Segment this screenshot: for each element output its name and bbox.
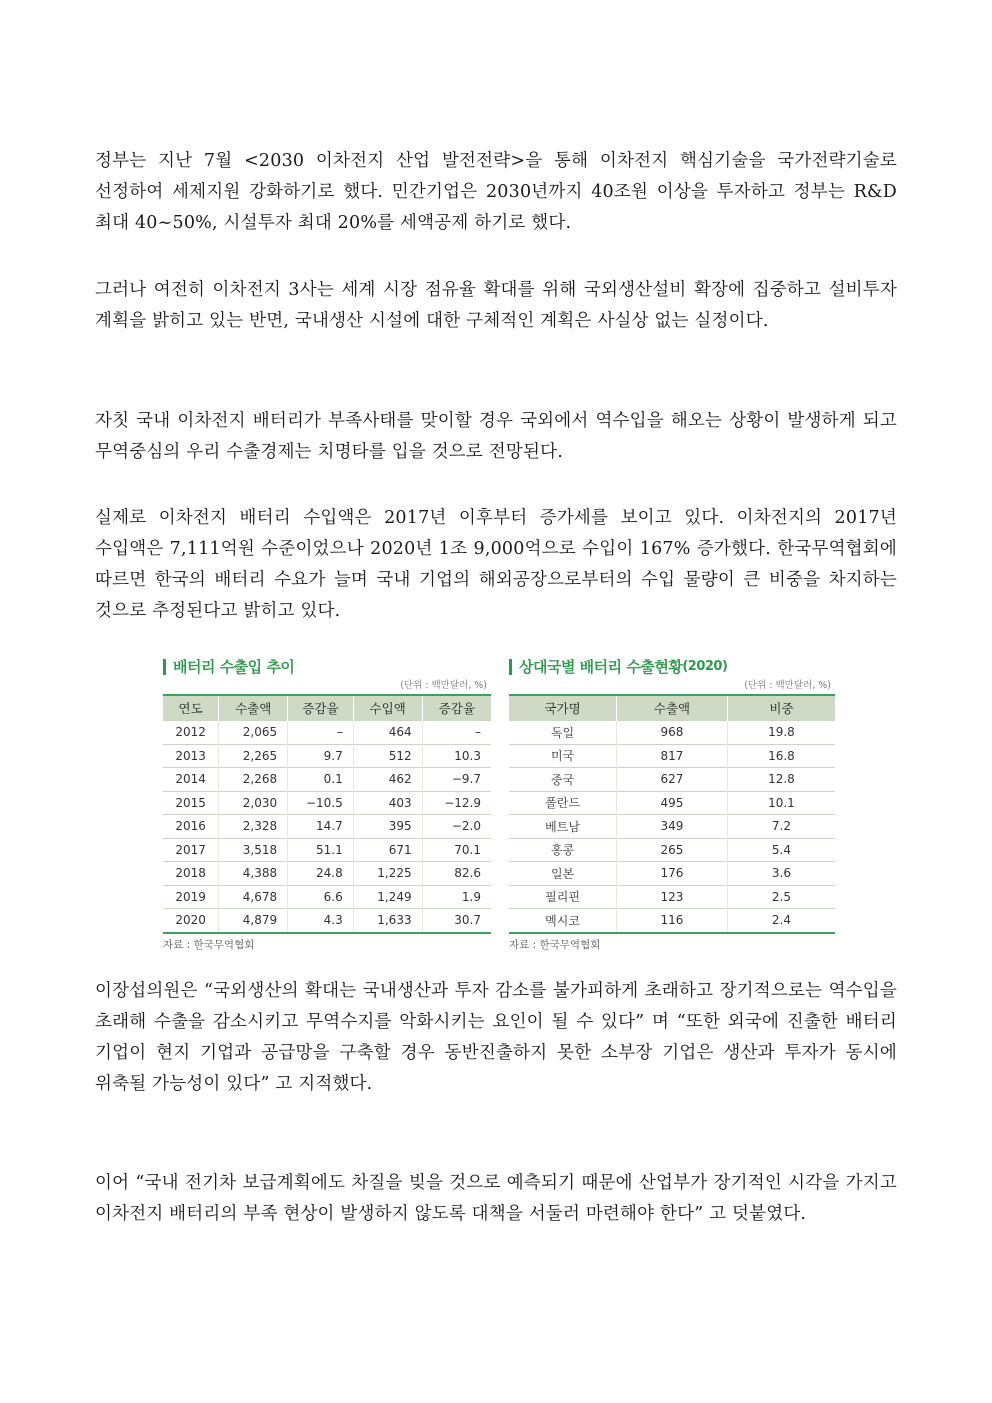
country-table-row bbox=[509, 862, 835, 886]
header-export: 수출액 bbox=[617, 695, 728, 721]
table-cell: 349 bbox=[617, 815, 728, 839]
trend-table-title bbox=[163, 656, 491, 678]
table-cell: 2,265 bbox=[219, 744, 288, 768]
table-cell: 0.1 bbox=[288, 768, 354, 792]
country-table-header-row bbox=[509, 695, 835, 721]
table-cell: 462 bbox=[353, 768, 422, 792]
table-cell: 2019 bbox=[163, 885, 219, 909]
table-cell: 폴란드 bbox=[509, 791, 617, 815]
table-cell: 2012 bbox=[163, 721, 219, 745]
paragraph-risk: 자칫 국내 이차전지 배터리가 부족사태를 맞이할 경우 국외에서 역수입을 해오는 상황이 발생하게 되고 무역중심의 우리 수출경제는 치명타를 입을 것으로 전망된다. bbox=[95, 411, 897, 462]
table-cell: 265 bbox=[617, 838, 728, 862]
table-cell: 멕시코 bbox=[509, 909, 617, 933]
header-year: 연도 bbox=[163, 695, 219, 721]
table-cell: 70.1 bbox=[422, 838, 491, 862]
table-cell: 중국 bbox=[509, 768, 617, 792]
table-cell: 4.3 bbox=[288, 909, 354, 933]
table-cell: 7.2 bbox=[727, 815, 835, 839]
table-cell: 5.4 bbox=[727, 838, 835, 862]
table-cell: 2018 bbox=[163, 862, 219, 886]
header-country: 국가명 bbox=[509, 695, 617, 721]
table-cell: 10.1 bbox=[727, 791, 835, 815]
country-table-row bbox=[509, 838, 835, 862]
battery-tables-figure bbox=[163, 656, 835, 956]
table-cell: 독일 bbox=[509, 721, 617, 745]
header-import: 수입액 bbox=[353, 695, 422, 721]
table-cell: 627 bbox=[617, 768, 728, 792]
header-export-rate: 증감율 bbox=[288, 695, 354, 721]
table-cell: 3,518 bbox=[219, 838, 288, 862]
title-bar-marker bbox=[163, 659, 166, 675]
table-cell: 671 bbox=[353, 838, 422, 862]
table-cell: 4,879 bbox=[219, 909, 288, 933]
trend-table-block bbox=[163, 656, 491, 952]
table-cell: 123 bbox=[617, 885, 728, 909]
country-table-title-suffix: (2020) bbox=[682, 659, 728, 674]
country-table-source: 자료 : 한국무역협회 bbox=[509, 938, 601, 951]
country-table-row bbox=[509, 744, 835, 768]
table-cell: 14.7 bbox=[288, 815, 354, 839]
table-cell: 2.5 bbox=[727, 885, 835, 909]
table-cell: 2016 bbox=[163, 815, 219, 839]
table-cell: 2,328 bbox=[219, 815, 288, 839]
table-cell: 2,065 bbox=[219, 721, 288, 745]
table-cell: 일본 bbox=[509, 862, 617, 886]
table-cell: 1,249 bbox=[353, 885, 422, 909]
table-cell: 512 bbox=[353, 744, 422, 768]
trend-table-row bbox=[163, 909, 491, 933]
table-cell: – bbox=[288, 721, 354, 745]
country-table-row bbox=[509, 815, 835, 839]
country-table-row bbox=[509, 885, 835, 909]
country-table-row bbox=[509, 791, 835, 815]
header-export: 수출액 bbox=[219, 695, 288, 721]
table-cell: 필리핀 bbox=[509, 885, 617, 909]
country-table-row bbox=[509, 768, 835, 792]
trend-table-row bbox=[163, 815, 491, 839]
table-cell: – bbox=[422, 721, 491, 745]
table-cell: −9.7 bbox=[422, 768, 491, 792]
country-table-title bbox=[509, 656, 835, 678]
country-table-unit: (단위 : 백만달러, %) bbox=[744, 680, 831, 691]
paragraph-strategy: 정부는 지난 7월 <2030 이차전지 산업 발전전략>을 통해 이차전지 핵심기술을 국가전략기술로 선정하여 세제지원 강화하기로 했다. 민간기업은 2030년까지 40조원 이상을 투자하고 정부는 R&D 최대 40~50%, 시설투자 최대 20%를 세액공제 하기로 했다. bbox=[95, 151, 897, 233]
country-table-title-text: 상대국별 배터리 수출현황 bbox=[519, 658, 683, 676]
table-cell: 1.9 bbox=[422, 885, 491, 909]
table-cell: 82.6 bbox=[422, 862, 491, 886]
table-cell: 30.7 bbox=[422, 909, 491, 933]
table-cell: 10.3 bbox=[422, 744, 491, 768]
table-cell: 51.1 bbox=[288, 838, 354, 862]
trend-table-title-text: 배터리 수출입 추이 bbox=[173, 658, 295, 676]
table-cell: 4,678 bbox=[219, 885, 288, 909]
table-cell: −12.9 bbox=[422, 791, 491, 815]
table-cell: −2.0 bbox=[422, 815, 491, 839]
country-table-block bbox=[509, 656, 835, 952]
table-cell: 4,388 bbox=[219, 862, 288, 886]
table-cell: 홍콩 bbox=[509, 838, 617, 862]
table-cell: 817 bbox=[617, 744, 728, 768]
table-cell: 176 bbox=[617, 862, 728, 886]
trend-table-row bbox=[163, 862, 491, 886]
trend-table-row bbox=[163, 885, 491, 909]
table-cell: 2.4 bbox=[727, 909, 835, 933]
header-import-rate: 증감율 bbox=[422, 695, 491, 721]
paragraph-quote-conclusion: 이어 “국내 전기차 보급계획에도 차질을 빚을 것으로 예측되기 때문에 산업부가 장기적인 시각을 가지고 이차전지 배터리의 부족 현상이 발생하지 않도록 대책을 서둘러 마련해야 한다” 고 덧붙였다. bbox=[95, 1173, 897, 1224]
trend-table-unit: (단위 : 백만달러, %) bbox=[400, 680, 487, 691]
table-cell: 2,030 bbox=[219, 791, 288, 815]
trend-table-row bbox=[163, 744, 491, 768]
trend-table-row bbox=[163, 768, 491, 792]
table-cell: 395 bbox=[353, 815, 422, 839]
table-cell: 3.6 bbox=[727, 862, 835, 886]
table-cell: 1,225 bbox=[353, 862, 422, 886]
trend-table-row bbox=[163, 721, 491, 745]
table-cell: −10.5 bbox=[288, 791, 354, 815]
table-cell: 2017 bbox=[163, 838, 219, 862]
table-cell: 968 bbox=[617, 721, 728, 745]
table-cell: 16.8 bbox=[727, 744, 835, 768]
header-share: 비중 bbox=[727, 695, 835, 721]
table-cell: 464 bbox=[353, 721, 422, 745]
table-cell: 12.8 bbox=[727, 768, 835, 792]
title-bar-marker bbox=[509, 659, 512, 675]
table-cell: 베트남 bbox=[509, 815, 617, 839]
trend-table bbox=[163, 694, 491, 934]
trend-table-source: 자료 : 한국무역협회 bbox=[163, 938, 255, 951]
country-table-row bbox=[509, 909, 835, 933]
trend-table-header-row bbox=[163, 695, 491, 721]
table-cell: 403 bbox=[353, 791, 422, 815]
table-cell: 6.6 bbox=[288, 885, 354, 909]
table-cell: 2014 bbox=[163, 768, 219, 792]
table-cell: 2013 bbox=[163, 744, 219, 768]
table-cell: 116 bbox=[617, 909, 728, 933]
trend-table-row bbox=[163, 838, 491, 862]
trend-table-row bbox=[163, 791, 491, 815]
table-cell: 2020 bbox=[163, 909, 219, 933]
country-table bbox=[509, 694, 835, 934]
country-table-row bbox=[509, 721, 835, 745]
table-cell: 24.8 bbox=[288, 862, 354, 886]
table-cell: 19.8 bbox=[727, 721, 835, 745]
table-cell: 495 bbox=[617, 791, 728, 815]
table-cell: 9.7 bbox=[288, 744, 354, 768]
table-cell: 미국 bbox=[509, 744, 617, 768]
table-cell: 2015 bbox=[163, 791, 219, 815]
table-cell: 1,633 bbox=[353, 909, 422, 933]
paragraph-import-increase: 실제로 이차전지 배터리 수입액은 2017년 이후부터 증가세를 보이고 있다. 이차전지의 2017년 수입액은 7,111억원 수준이었으나 2020년 1조 9,000억으로 수입이 167% 증가했다. 한국무역협회에 따르면 한국의 배터리 수요가 늘며 국내 기업의 해외공장으로부터의 수입 물량이 큰 비중을 차지하는 것으로 추정된다고 밝히고 있다. bbox=[95, 508, 897, 621]
paragraph-overseas-expansion: 그러나 여전히 이차전지 3사는 세계 시장 점유율 확대를 위해 국외생산설비 확장에 집중하고 설비투자 계획을 밝히고 있는 반면, 국내생산 시설에 대한 구체적인 계획은 사실상 없는 실정이다. bbox=[95, 280, 897, 331]
paragraph-quote-lee: 이장섭의원은 “국외생산의 확대는 국내생산과 투자 감소를 불가피하게 초래하고 장기적으로는 역수입을 초래해 수출을 감소시키고 무역수지를 악화시키는 요인이 될 수 있다” 며 “또한 외국에 진출한 배터리 기업이 현지 기업과 공급망을 구축할 경우 동반진출하지 못한 소부장 기업은 생산과 투자가 동시에 위축될 가능성이 있다” 고 지적했다. bbox=[95, 981, 897, 1094]
table-cell: 2,268 bbox=[219, 768, 288, 792]
